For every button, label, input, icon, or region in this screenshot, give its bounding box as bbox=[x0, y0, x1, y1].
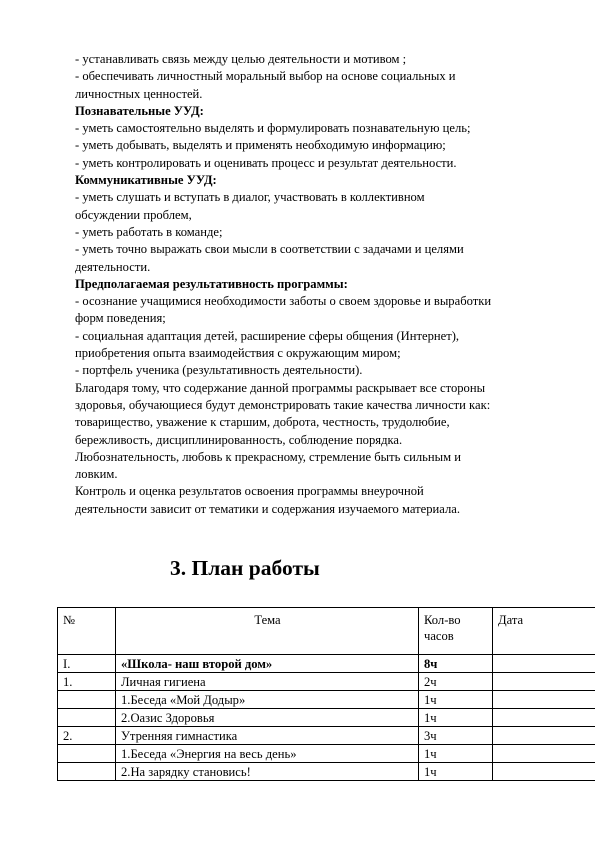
text-line: Благодаря тому, что содержание данной программы раскрывает все стороны bbox=[75, 380, 486, 395]
cell-num bbox=[58, 745, 116, 763]
header-date: Дата bbox=[493, 608, 595, 655]
header-hours: Кол-во часов bbox=[419, 608, 493, 655]
header-topic: Тема bbox=[116, 608, 419, 655]
cell-date bbox=[493, 673, 595, 691]
text-line: товарищество, уважение к старшим, доброта, честность, трудолюбие, bbox=[75, 415, 450, 430]
section-heading: 3. План работы bbox=[170, 556, 320, 580]
text-line: - уметь самостоятельно выделять и формулировать познавательную цель; bbox=[75, 121, 471, 136]
text-line: Любознательность, любовь к прекрасному, стремление быть сильным и bbox=[75, 449, 461, 464]
cell-topic: «Школа- наш второй дом» bbox=[116, 655, 419, 673]
cell-hours: 1ч bbox=[419, 709, 493, 727]
cell-topic: 2.Оазис Здоровья bbox=[116, 709, 419, 727]
cell-num bbox=[58, 709, 116, 727]
text-line: личностных ценностей. bbox=[75, 86, 203, 101]
cell-hours: 1ч bbox=[419, 763, 493, 781]
text-line: - уметь работать в команде; bbox=[75, 224, 223, 239]
text-line: бережливость, дисциплинированность, соблюдение порядка. bbox=[75, 432, 403, 447]
cell-num bbox=[58, 691, 116, 709]
text-line: - устанавливать связь между целью деятельности и мотивом ; bbox=[75, 52, 407, 66]
table-row bbox=[58, 727, 595, 745]
text-line: - социальная адаптация детей, расширение сферы общения (Интернет), bbox=[75, 328, 460, 343]
cell-num: I. bbox=[58, 655, 116, 673]
text-line: - обеспечивать личностный моральный выбор на основе социальных и bbox=[75, 69, 456, 84]
cell-date bbox=[493, 691, 595, 709]
text-line: ловким. bbox=[75, 467, 118, 482]
table-row bbox=[58, 763, 595, 781]
text-line: здоровья, обучающиеся будут демонстрировать такие качества личности как: bbox=[75, 397, 491, 412]
section-subheading: Коммуникативные УУД: bbox=[75, 173, 217, 188]
section-subheading: Познавательные УУД: bbox=[75, 103, 204, 118]
text-line: - уметь слушать и вступать в диалог, участвовать в коллективном bbox=[75, 190, 425, 205]
cell-date bbox=[493, 655, 595, 673]
cell-topic: Утренняя гимнастика bbox=[116, 727, 419, 745]
document-body bbox=[75, 51, 545, 518]
table-row bbox=[58, 673, 595, 691]
text-line: - осознание учащимися необходимости заботы о своем здоровье и выработки bbox=[75, 294, 492, 309]
text-line: обсуждении проблем, bbox=[75, 207, 192, 222]
table-row bbox=[58, 709, 595, 727]
cell-date bbox=[493, 745, 595, 763]
section-subheading: Предполагаемая результативность программы: bbox=[75, 276, 348, 291]
table-row bbox=[58, 745, 595, 763]
cell-date bbox=[493, 727, 595, 745]
cell-topic: Личная гигиена bbox=[116, 673, 419, 691]
text-line: деятельности зависит от тематики и содержания изучаемого материала. bbox=[75, 501, 460, 516]
cell-topic: 2.На зарядку становись! bbox=[116, 763, 419, 781]
header-number: № bbox=[58, 608, 116, 655]
text-line: - уметь контролировать и оценивать процесс и результат деятельности. bbox=[75, 155, 457, 170]
cell-hours: 1ч bbox=[419, 745, 493, 763]
cell-topic: 1.Беседа «Энергия на весь день» bbox=[116, 745, 419, 763]
text-line: деятельности. bbox=[75, 259, 151, 274]
cell-date bbox=[493, 763, 595, 781]
cell-num: 2. bbox=[58, 727, 116, 745]
text-line: - уметь добывать, выделять и применять необходимую информацию; bbox=[75, 138, 446, 153]
cell-hours: 2ч bbox=[419, 673, 493, 691]
table-header-row bbox=[58, 608, 595, 655]
text-line: Контроль и оценка результатов освоения программы внеурочной bbox=[75, 484, 424, 499]
cell-num bbox=[58, 763, 116, 781]
cell-hours: 3ч bbox=[419, 727, 493, 745]
table-row bbox=[58, 691, 595, 709]
cell-num: 1. bbox=[58, 673, 116, 691]
text-line: приобретения опыта взаимодействия с окружающим миром; bbox=[75, 346, 401, 361]
cell-hours: 8ч bbox=[419, 655, 493, 673]
text-line: - уметь точно выражать свои мысли в соответствии с задачами и целями bbox=[75, 242, 464, 257]
text-line: форм поведения; bbox=[75, 311, 166, 326]
cell-topic: 1.Беседа «Мой Додыр» bbox=[116, 691, 419, 709]
text-line: - портфель ученика (результативность деятельности). bbox=[75, 363, 363, 378]
cell-date bbox=[493, 709, 595, 727]
table-row bbox=[58, 655, 595, 673]
cell-hours: 1ч bbox=[419, 691, 493, 709]
work-plan-table bbox=[57, 607, 595, 781]
